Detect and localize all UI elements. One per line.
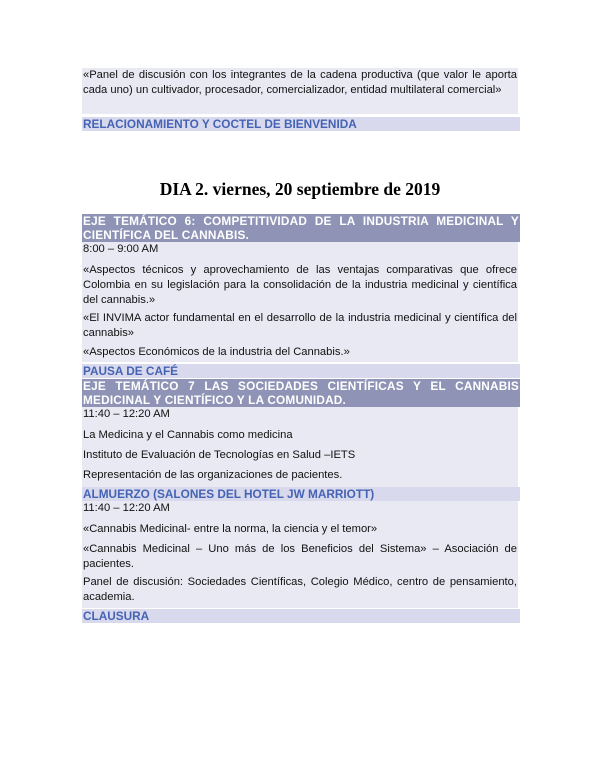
lunch-time: 11:40 – 12:20 AM <box>83 502 170 514</box>
axis7-item-2: Instituto de Evaluación de Tecnologías en Salud –IETS <box>83 449 356 461</box>
lunch-heading: ALMUERZO (SALONES DEL HOTEL JW MARRIOTT) <box>82 487 520 501</box>
coffee-break-heading: PAUSA DE CAFÉ <box>82 364 520 378</box>
axis6-body <box>82 242 518 362</box>
axis6-item-3: «Aspectos Económicos de la industria del Cannabis.» <box>83 346 350 358</box>
panel-discussion-text: «Panel de discusión con los integrantes de la cadena productiva (que valor le aporta cada uno) un cultivador, procesador, comercializador, entidad multilateral comercial» <box>83 69 517 96</box>
lunch-item-1: «Cannabis Medicinal- entre la norma, la ciencia y el temor» <box>83 523 378 535</box>
closure-heading: CLAUSURA <box>82 609 520 623</box>
axis7-item-1: La Medicina y el Cannabis como medicina <box>83 429 293 441</box>
axis6-item-2: «El INVIMA actor fundamental en el desarrollo de la industria medicinal y científica del cannabis» <box>83 312 517 339</box>
lunch-item-2: «Cannabis Medicinal – Uno más de los Beneficios del Sistema» – Asociación de pacientes. <box>83 543 517 570</box>
axis7-item-3: Representación de las organizaciones de pacientes. <box>83 469 343 481</box>
lunch-item-3: Panel de discusión: Sociedades Científicas, Colegio Médico, centro de pensamiento, academia. <box>83 576 517 603</box>
axis7-body <box>82 407 518 487</box>
axis7-heading: EJE TEMÁTICO 7 LAS SOCIEDADES CIENTÍFICAS Y EL CANNABIS MEDICINAL Y CIENTÍFICO Y LA COMUNIDAD. <box>83 379 519 407</box>
axis6-item-1: «Aspectos técnicos y aprovechamiento de las ventajas comparativas que ofrece Colombia en su legislación para la consolidación de la industria medicinal y científica del cannabis.» <box>83 264 517 306</box>
welcome-cocktail-heading: RELACIONAMIENTO Y COCTEL DE BIENVENIDA <box>82 117 520 131</box>
lunch-body <box>82 501 518 608</box>
axis6-time: 8:00 – 9:00 AM <box>83 243 159 255</box>
axis6-heading: EJE TEMÁTICO 6: COMPETITIVIDAD DE LA INDUSTRIA MEDICINAL Y CIENTÍFICA DEL CANNABIS. <box>83 214 519 242</box>
axis7-time: 11:40 – 12:20 AM <box>83 408 170 420</box>
top-panel-text-block <box>82 68 518 114</box>
day-title: DIA 2. viernes, 20 septiembre de 2019 <box>159 179 441 199</box>
